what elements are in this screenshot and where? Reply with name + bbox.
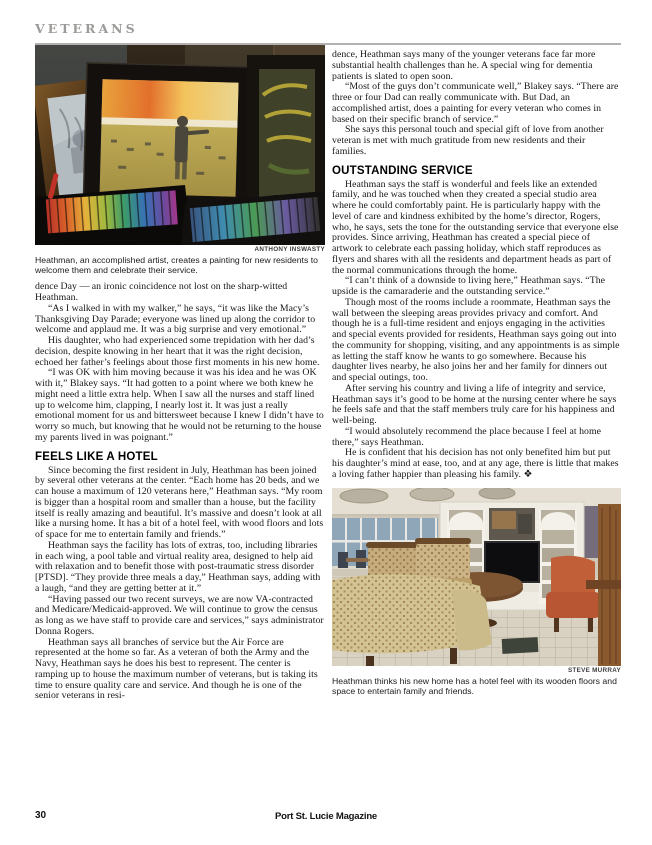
photo-caption-top: Heathman, an accomplished artist, creates a painting for new residents to welcome them and celebrate their service. [35,255,318,276]
paragraph: Heathman says the staff is wonderful and feels like an extended family, and he was touched when they created a special studio area where he could comfortably paint. He is particularly happy with the level of care and kindness exhibited by the home’s director, Rogers, who, he says, sets the tone for the outstanding service that everyone else provides. Since arriving, Heathman has created a special piece of artwork to celebrate each passing holiday, which staff reproduces as flyers and shares with all the residents and department heads as part of the normal communications through the home. [332,178,619,276]
section-heading-feels-like-a-hotel: FEELS LIKE A HOTEL [35,450,158,463]
page-number: 30 [35,810,47,821]
paragraph: After serving his country and living a life of integrity and service, Heathman says it’s good to be home at the nursing center where he says he feels safe and that the staff members truly care for his happiness and well-being. [332,382,617,426]
paragraph: “Having passed our two recent surveys, we are now VA-contracted and Medicare/Medicaid-approved. We will continue to grow the census as long as we have staff to provide care and services,” says administrator Donna Rogers. [35,593,324,637]
lounge-photo [332,488,621,666]
paragraph: He is confident that his decision has not only benefited him but put his daughter’s mind at ease, too, and at any age, there is little that makes a loving father happier than pleasing his family. ❖ [332,447,619,480]
paragraph: Since becoming the first resident in July, Heathman has been joined by several other veterans at the center. “Each home has 20 beds, and we can house a maximum of 120 veterans here,” Heathman says. “My room is bigger than a hospital room and smaller than a house, but the facility itself is really amazing and beautiful. It’s massive and doesn’t look at all like a nursing home. It has a bit of a hotel feel, with wood floors and lots of space for me to entertain family and friends.” [35,464,324,541]
paragraph: Heathman says the facility has lots of extras, too, including libraries in each wing, a pool table and virtual reality area, designed to help aid with relaxation and to benefit those with post-traumatic stress disorder [PTSD]. “They provide three meals a day,” Heathman says, adding with a laugh, “and they are getting better at it.” [35,539,321,594]
bottom-photo-figure [332,488,621,696]
artwork-pastels-photo [35,45,325,245]
left-column [35,45,325,702]
top-photo-figure [35,45,325,275]
photo-credit-bottom: STEVE MURRAY [567,666,621,674]
right-column [332,50,621,703]
paragraph: His daughter, who had experienced some trepidation with her dad’s decision, despite knowing in her heart that it was the right decision, echoed her father’s feelings about those first moments in his new home. [35,335,320,368]
paragraph: “As I walked in with my walker,” he says, “it was like the Macy’s Thanksgiving Day Parade; everyone was lined up along the corridor to welcome and applaud me. It was a big surprise and very emotional.” [35,302,316,336]
photo-credit-top: ANTHONY INSWASTY [254,246,325,253]
paragraph: “I can’t think of a downside to living here,” Heathman says. “The upside is the camaraderie and the outstanding service.” [332,275,606,297]
section-heading-outstanding-service: OUTSTANDING SERVICE [332,164,473,177]
paragraph: Heathman says all branches of service but the Air Force are represented at the home so far. As a veteran of both the Army and the Navy, Heathman says he does his best to represent. The center is ramping up to house the maximum number of veterans, but is taking its time to ensure quality care and service. And though he is one of the senior veterans in resi- [35,636,318,702]
paragraph: “Most of the guys don’t communicate well,” Blakey says. “There are three or four Dad can really communicate with. But Dad, an accomplished artist, does a painting for every veteran who comes in based on their specific branch of service.” [332,81,619,125]
right-column-text [332,50,621,481]
section-label: VETERANS [35,21,138,36]
section-header [35,20,621,45]
left-column-text [35,282,325,702]
paragraph: dence, Heathman says many of the younger veterans face far more substantial health challenges than he. A special wing for dementia patients is slated to open soon. [332,49,596,82]
paragraph: “I was OK with him moving because it was his idea and he was OK with it,” Blakey says. “It had gotten to a point where we both knew he might need a little extra help. When I saw all the nurses and staff lined up to welcome him, clapping, I nearly lost it. It was just a really emotional moment for us and bittersweet because I knew I didn’t have to worry so much, but knowing that he would not be returning to the house my parents lived in was poignant.” [35,367,324,443]
magazine-title: Port St. Lucie Magazine [274,811,378,822]
paragraph: dence Day — an ironic coincidence not lost on the sharp-witted Heathman. [35,281,288,304]
paragraph: She says this personal touch and special gift of love from another veteran is met with much gratitude from new residents and their families. [332,124,604,157]
photo-caption-bottom: Heathman thinks his new home has a hotel feel with its wooden floors and space to entertain family and friends. [332,675,617,696]
paragraph: “I would absolutely recommend the place because I feel at home there,” says Heathman. [332,425,602,448]
paragraph: Though most of the rooms include a roommate, Heathman says the wall between the sleeping areas provides privacy and comfort. And though he is a full-time resident and enjoys engaging in the activities and special events provided for residents, Heathman says going out into the community for shopping, visiting, and any appointments is as simple as letting the staff know he wants to go somewhere. Because his daughter lives nearby, he also joins her and her family for dinners out and special outings, too. [332,296,620,383]
